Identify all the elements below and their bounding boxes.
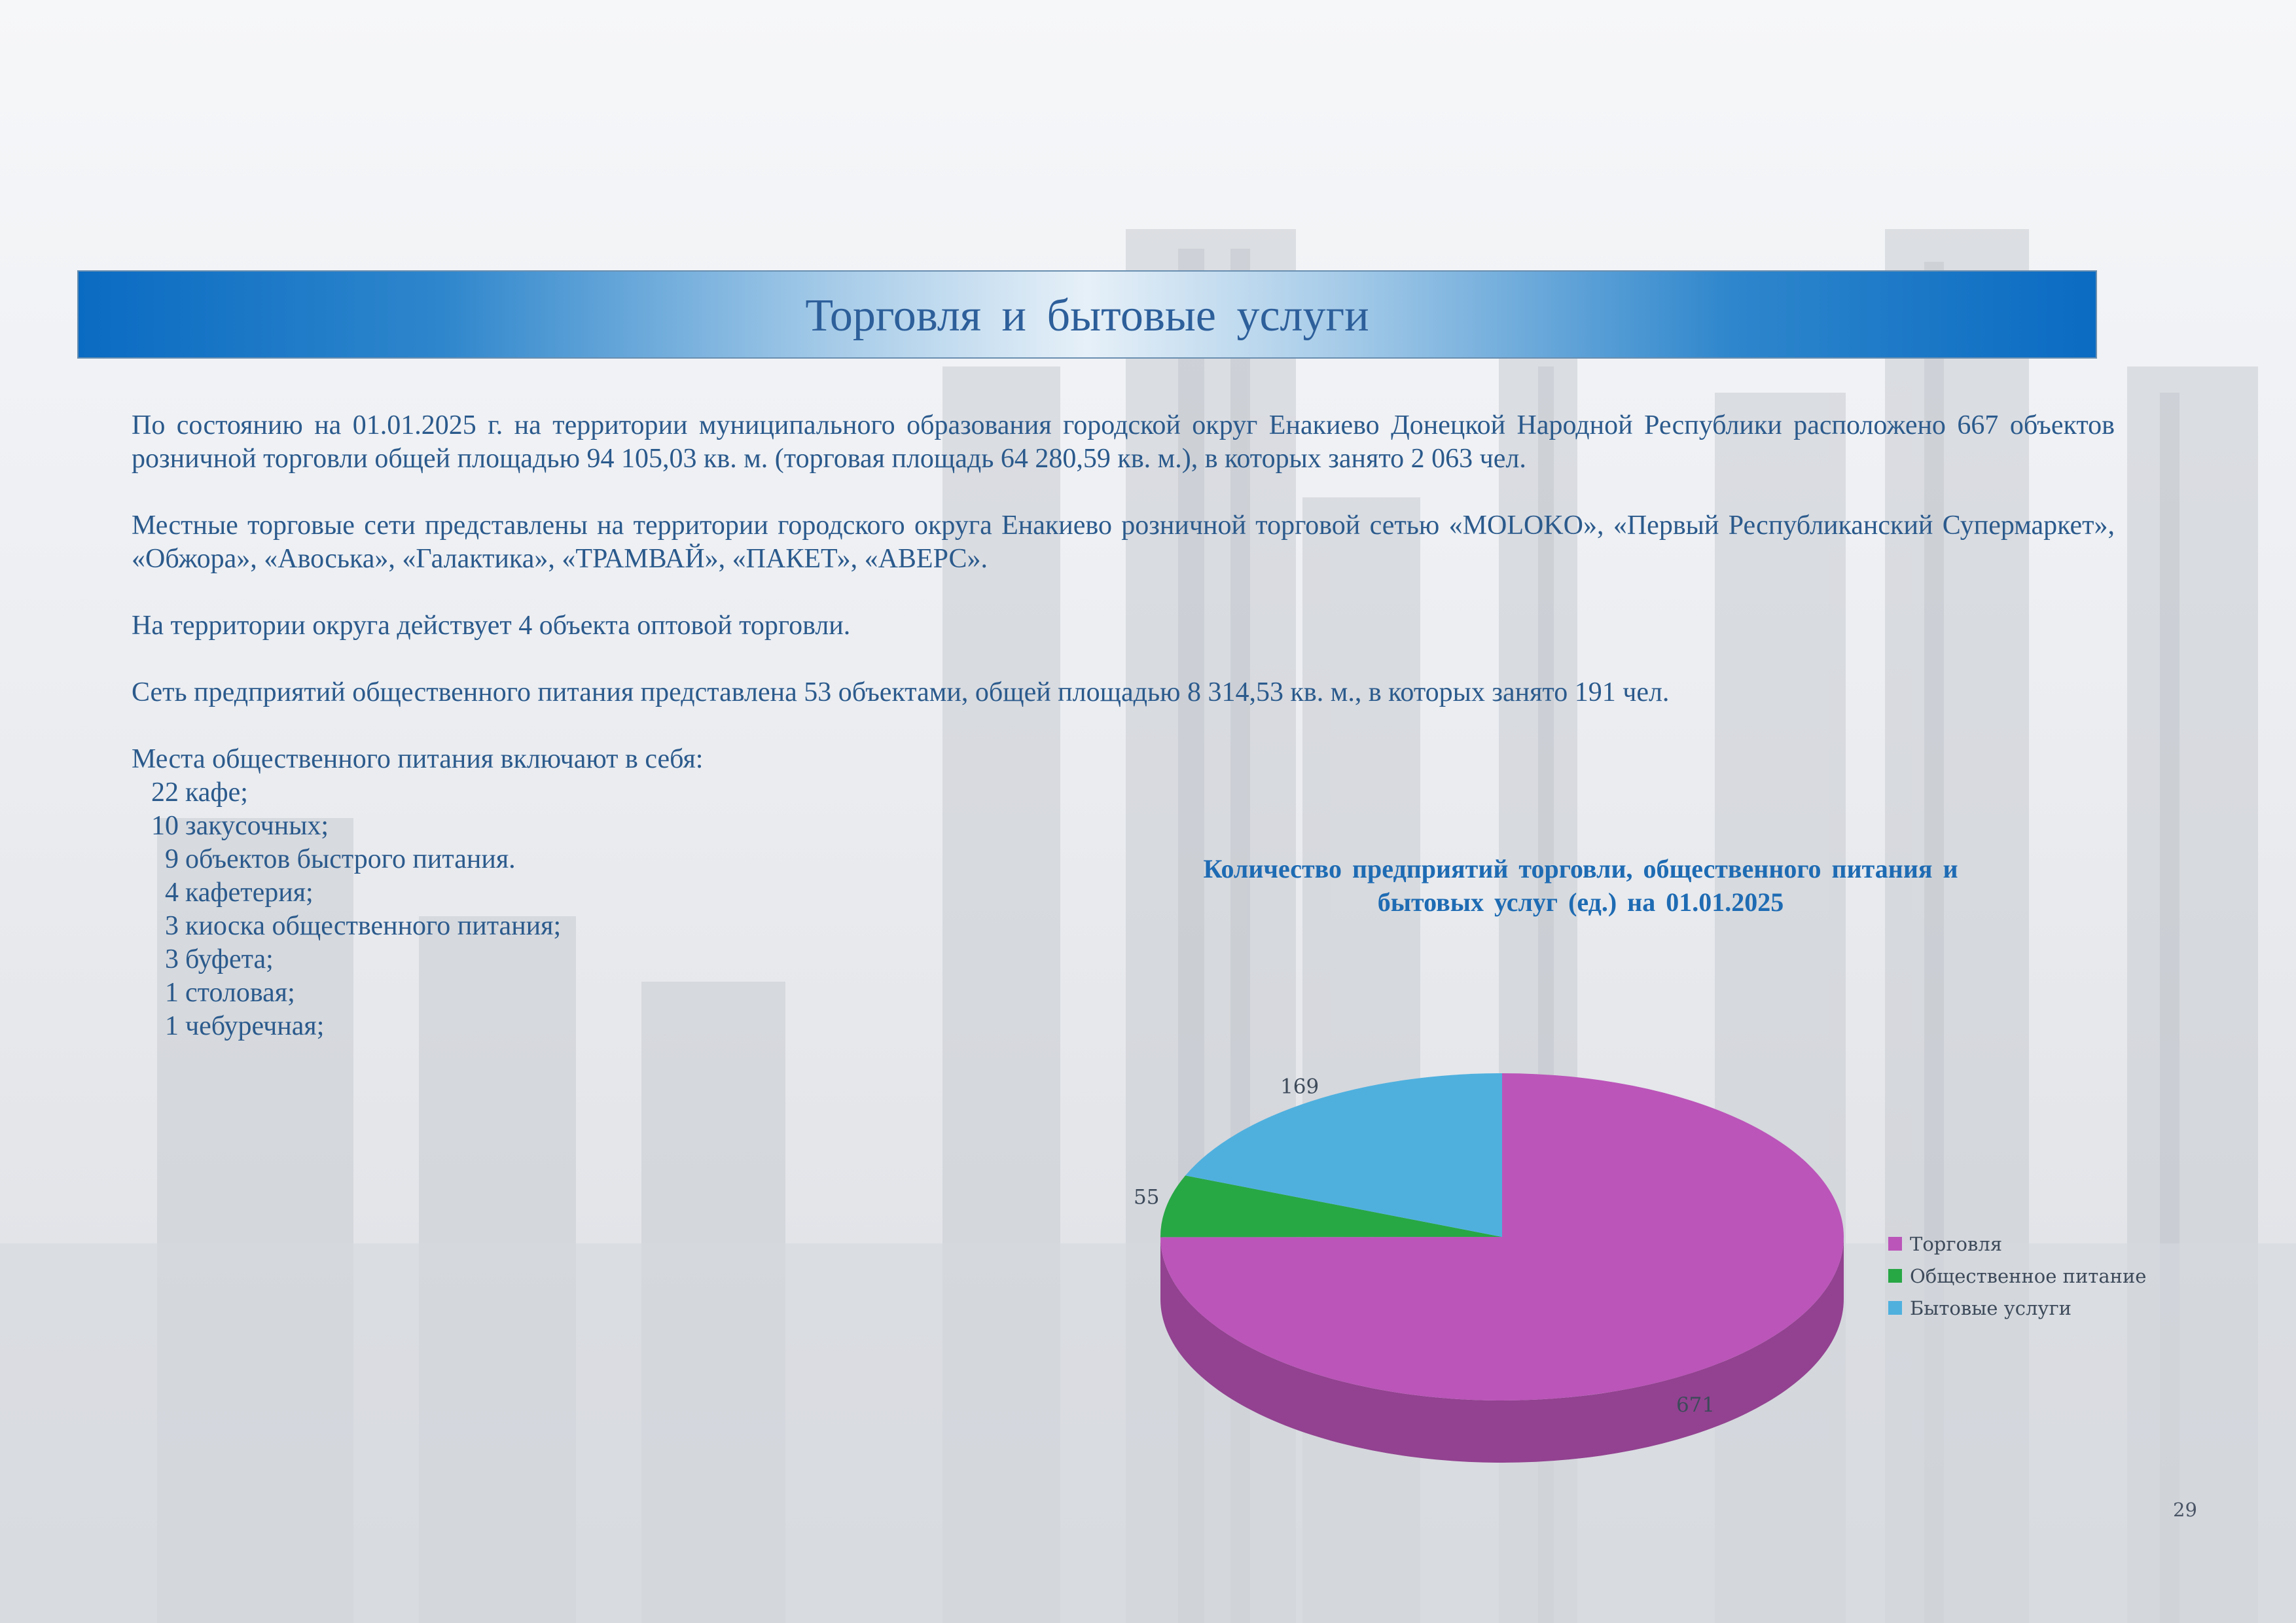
paragraph-chains: Местные торговые сети представлены на территории городского округа Енакиево розничной торговой сетью «MOLOKO», «Первый Республиканский Супермаркет», «Обжора», «Авоська», «Галактика», «ТРАМВАЙ», «ПАКЕТ», «АВЕРС». (132, 510, 2115, 574)
body-text (132, 409, 2115, 1043)
data-label-catering: 55 (1134, 1185, 1160, 1209)
list-item: 22 кафе; (151, 777, 248, 808)
legend-swatch-services (1888, 1301, 1902, 1315)
legend-item-trade: Торговля (1888, 1228, 2146, 1260)
legend-item-catering: Общественное питание (1888, 1260, 2146, 1292)
list-item: 3 буфета; (165, 944, 274, 974)
data-label-trade: 671 (1676, 1393, 1715, 1417)
chart-title-line-2: бытовых услуг (ед.) на 01.01.2025 (1377, 887, 1784, 917)
data-label-services: 169 (1280, 1075, 1319, 1099)
chart-title-line-1: Количество предприятий торговли, общественного питания и (1203, 854, 1958, 883)
paragraph-catering-intro: Места общественного питания включают в себя: (132, 744, 704, 774)
legend-item-services: Бытовые услуги (1888, 1292, 2146, 1324)
list-item: 4 кафетерия; (165, 878, 314, 908)
chart-title (1132, 852, 2029, 919)
page-number: 29 (2173, 1499, 2197, 1521)
title-banner (77, 270, 2097, 359)
paragraph-catering: Сеть предприятий общественного питания представлена 53 объектами, общей площадью 8 314,53 кв. м., в которых занято 191 чел. (132, 677, 1670, 707)
list-item: 1 чебуречная; (165, 1011, 325, 1041)
list-item: 10 закусочных; (151, 811, 329, 841)
legend-swatch-trade (1888, 1237, 1902, 1251)
list-item: 3 киоска общественного питания; (165, 911, 562, 941)
legend-swatch-catering (1888, 1269, 1902, 1283)
list-item: 9 объектов быстрого питания. (165, 844, 516, 874)
list-item: 1 столовая; (165, 978, 295, 1008)
page-title: Торговля и бытовые услуги (805, 290, 1369, 341)
paragraph-wholesale: На территории округа действует 4 объекта оптовой торговли. (132, 611, 851, 641)
chart-legend (1888, 1228, 2146, 1324)
paragraph-retail: По состоянию на 01.01.2025 г. на территории муниципального образования городской округ Енакиево Донецкой Народной Республики расположено 667 объектов розничной торговли общей площадью 94 105,03 кв. м. (торговая площадь 64 280,59 кв. м.), в которых занято 2 063 чел. (132, 410, 2115, 474)
